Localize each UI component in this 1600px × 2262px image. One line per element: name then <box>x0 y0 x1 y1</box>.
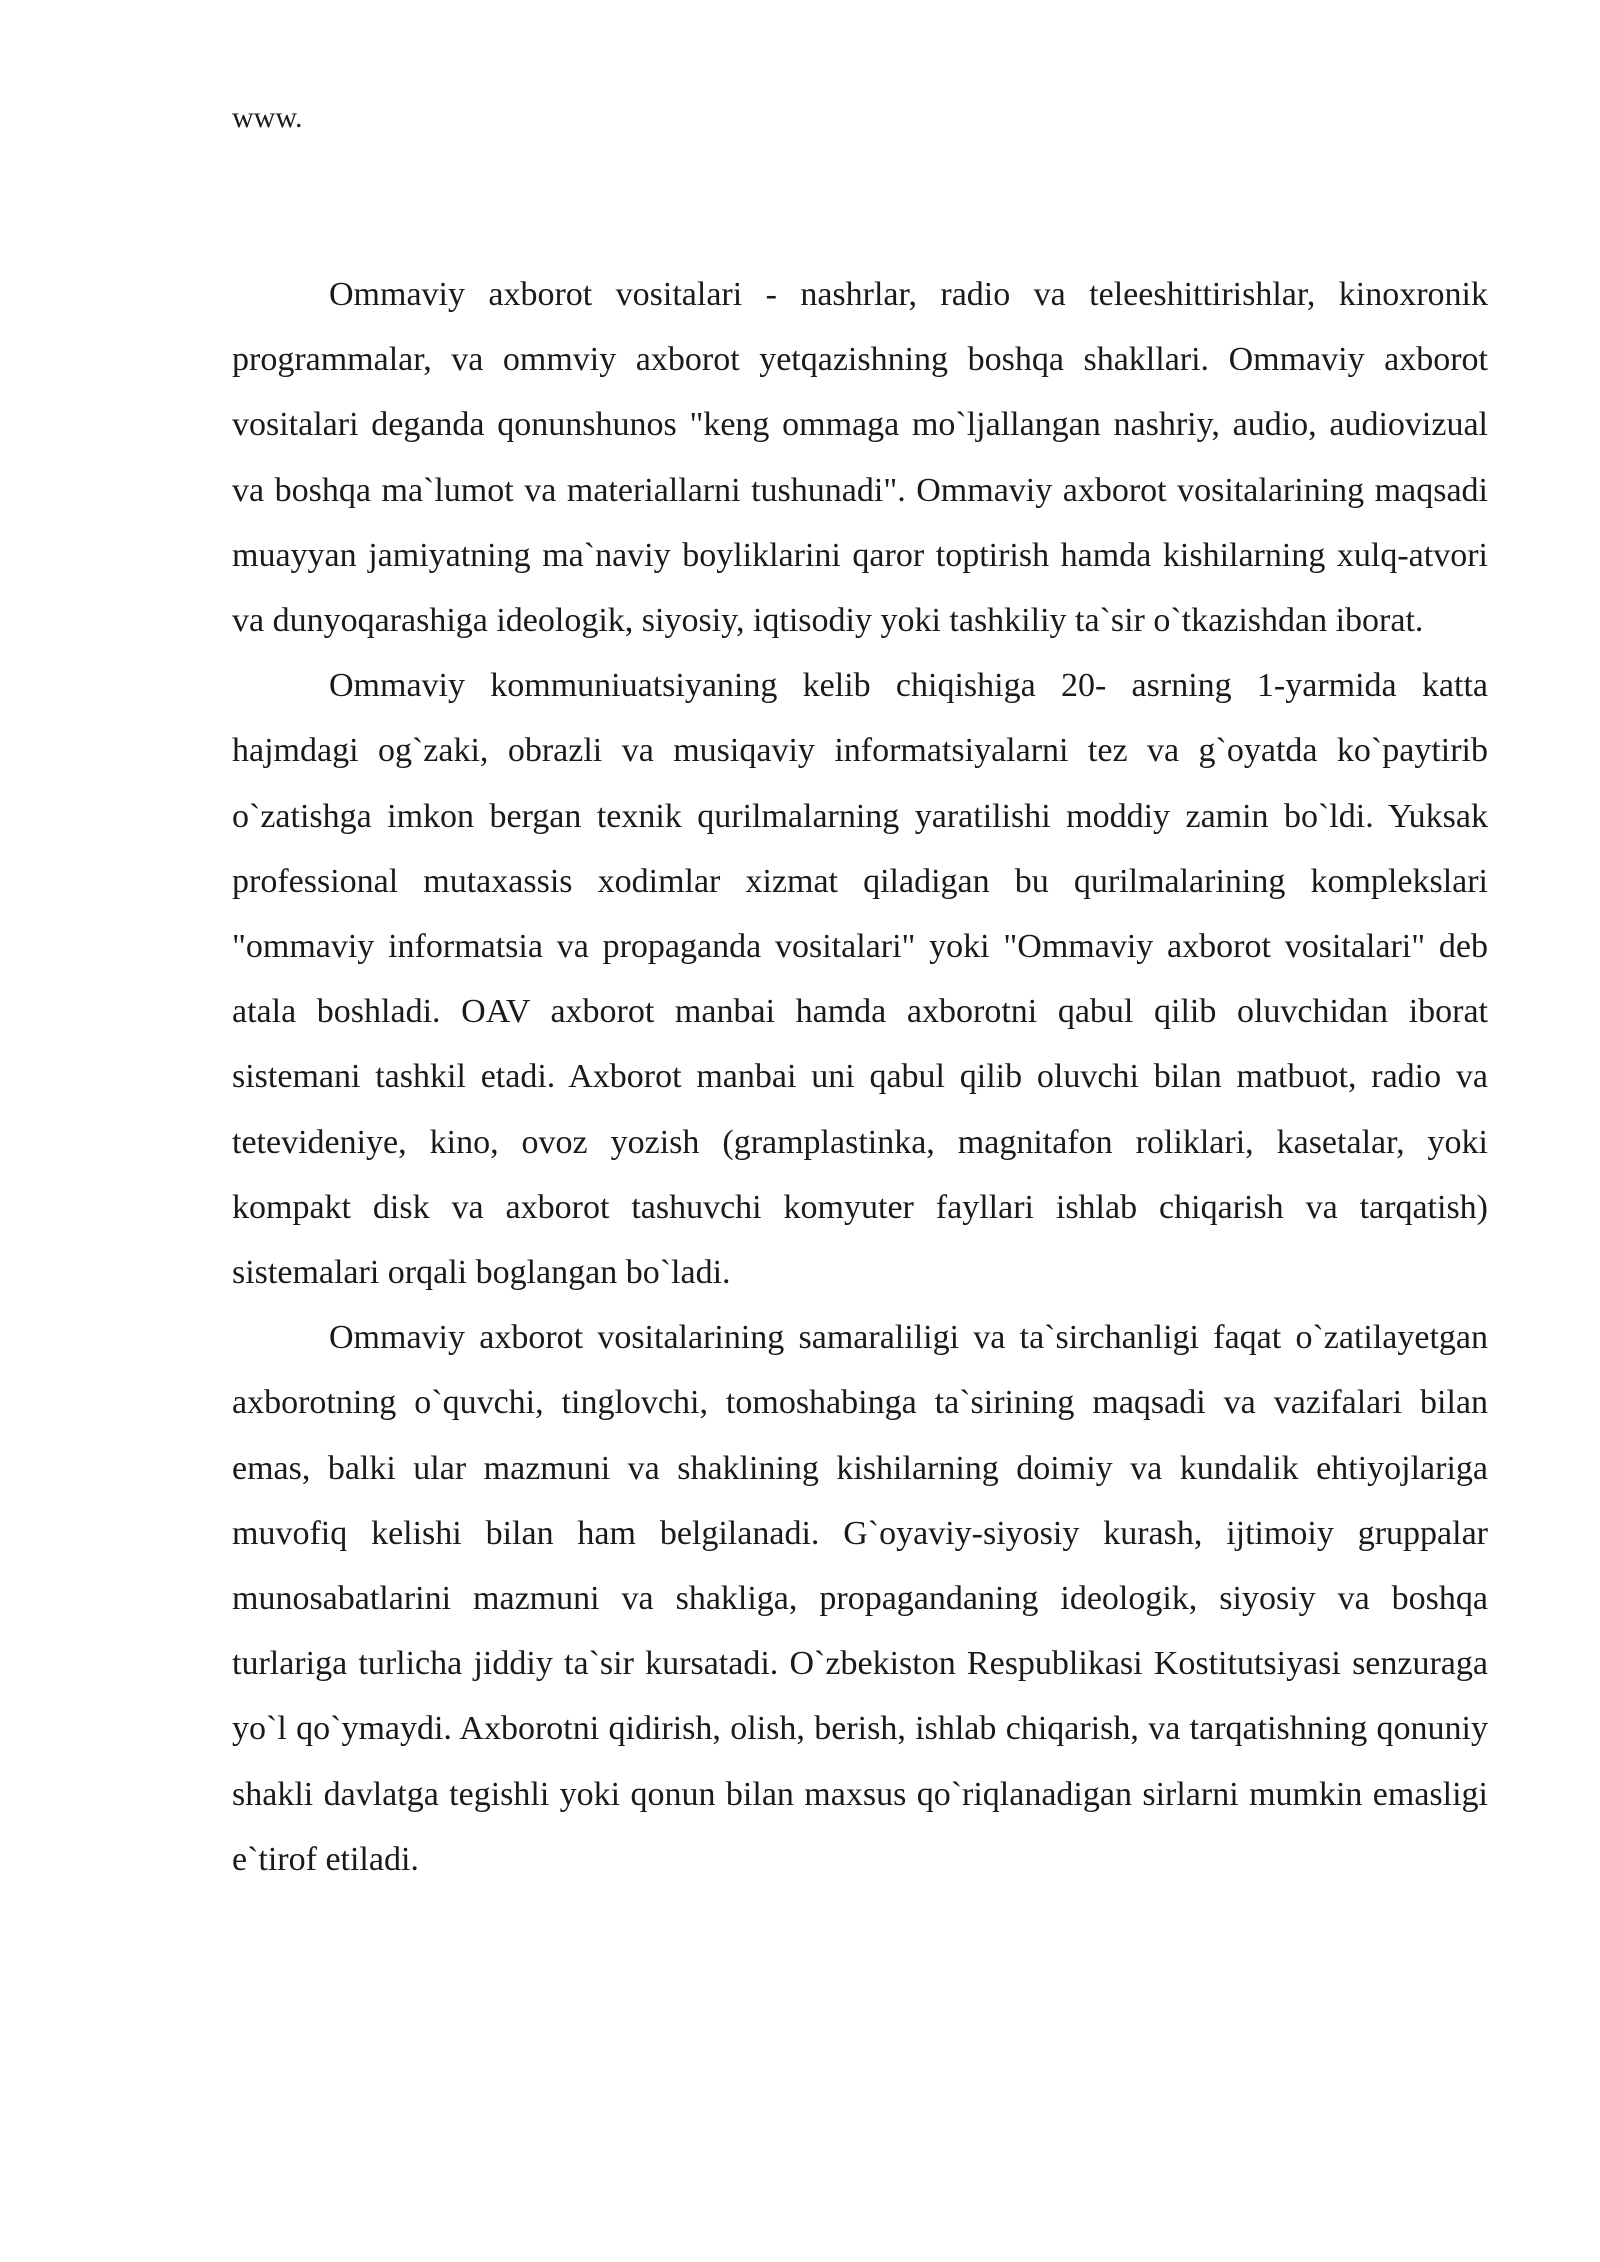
header-url: www. <box>232 101 303 134</box>
paragraph-1: Ommaviy axborot vositalari - nashrlar, radio va teleeshittirishlar, kinoxronik programmalar, va ommviy axborot yetqazishning boshqa shakllari. Ommaviy axborot vositalari deganda qonunshunos "keng ommaga mo`ljallangan nashriy, audio, audiovizual va boshqa ma`lumot va materiallarni tushunadi". Ommaviy axborot vositalarining maqsadi muayyan jamiyatning ma`naviy boyliklarini qaror toptirish hamda kishilarning xulq-atvori va dunyoqarashiga ideologik, siyosiy, iqtisodiy yoki tashkiliy ta`sir o`tkazishdan iborat. <box>232 276 1488 640</box>
paragraph-3: Ommaviy axborot vositalarining samaraliligi va ta`sirchanligi faqat o`zatilayetgan axborotning o`quvchi, tinglovchi, tomoshabinga ta`sirining maqsadi va vazifalari bilan emas, balki ular mazmuni va shaklining kishilarning doimiy va kundalik ehtiyojlariga muvofiq kelishi bilan ham belgilanadi. G`oyaviy-siyosiy kurash, ijtimoiy gruppalar munosabatlarini mazmuni va shakliga, propagandaning ideologik, siyosiy va boshqa turlariga turlicha jiddiy ta`sir kursatadi. O`zbekiston Respublikasi Kostitutsiyasi senzuraga yo`l qo`ymaydi. Axborotni qidirish, olish, berish, ishlab chiqarish, va tarqatishning qonuniy shakli davlatga tegishli yoki qonun bilan maxsus qo`riqlanadigan sirlarni mumkin emasligi e`tirof etiladi. <box>232 1319 1488 1878</box>
body-text <box>232 262 1488 1892</box>
paragraph-2: Ommaviy kommuniuatsiyaning kelib chiqishiga 20- asrning 1-yarmida katta hajmdagi og`zaki, obrazli va musiqaviy informatsiyalarni tez va g`oyatda ko`paytirib o`zatishga imkon bergan texnik qurilmalarning yaratilishi moddiy zamin bo`ldi. Yuksak professional mutaxassis xodimlar xizmat qiladigan bu qurilmalarining komplekslari "ommaviy informatsia va propaganda vositalari" yoki "Ommaviy axborot vositalari" deb atala boshladi. OAV axborot manbai hamda axborotni qabul qilib oluvchidan iborat sistemani tashkil etadi. Axborot manbai uni qabul qilib oluvchi bilan matbuot, radio va tetevideniye, kino, ovoz yozish (gramplastinka, magnitafon roliklari, kasetalar, yoki kompakt disk va axborot tashuvchi komyuter fayllari ishlab chiqarish va tarqatish) sistemalari orqali boglangan bo`ladi. <box>232 667 1488 1292</box>
